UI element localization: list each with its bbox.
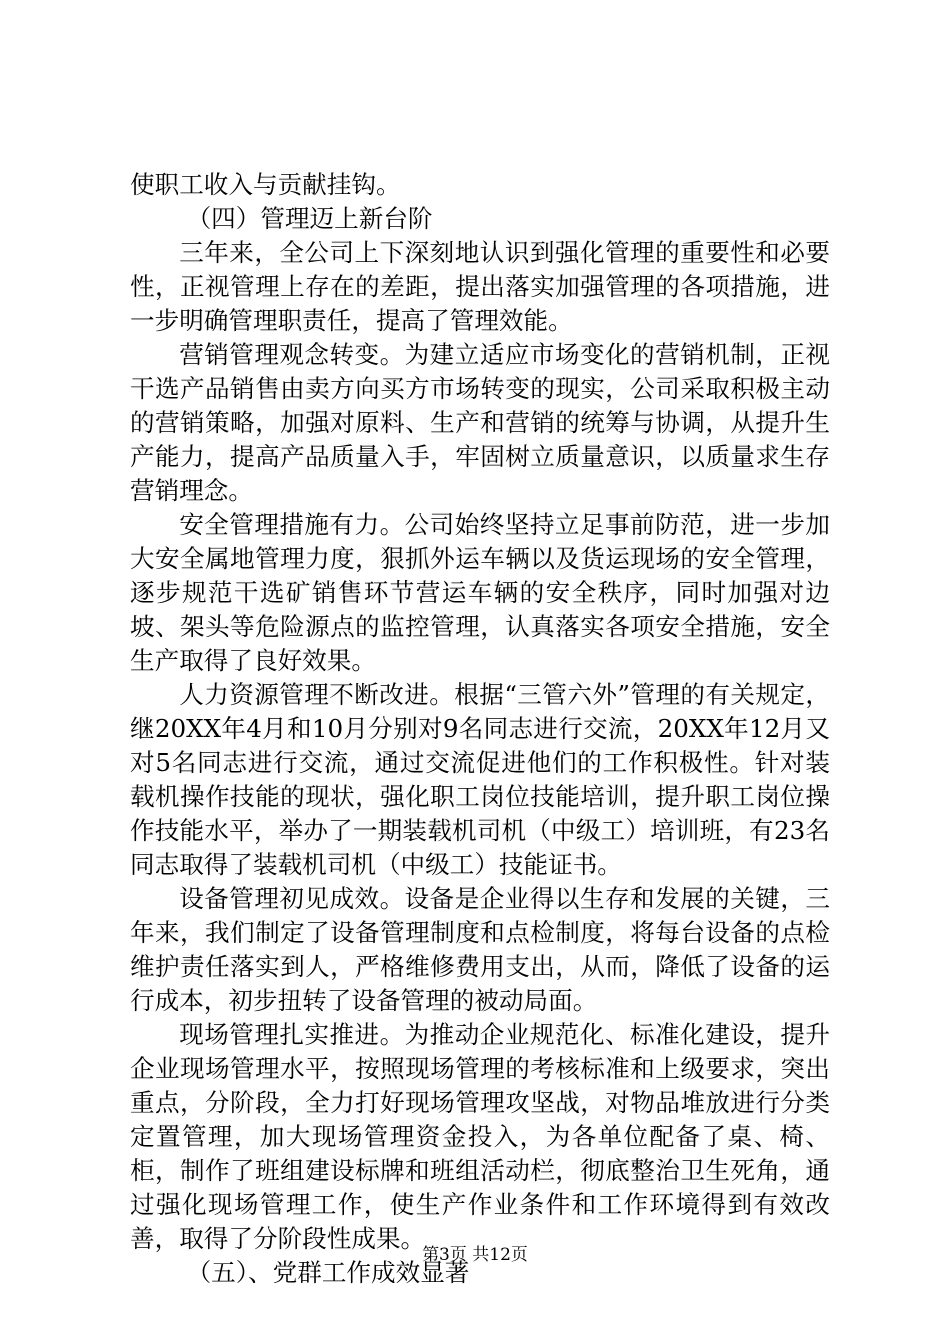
paragraph-continuation: 使职工收入与贡献挂钩。 (130, 170, 401, 199)
paragraph-marketing: 营销管理观念转变。为建立适应市场变化的营销机制，正视干选产品销售由卖方向买方市场转变的现实，公司采取积极主动的营销策略，加强对原料、生产和营销的统筹与协调，从提升生产能力，提高产品质量入手，牢固树立质量意识，以质量求生存营销理念。 (130, 340, 830, 505)
section-heading-5: （五）、党群工作成效显著 (186, 1258, 470, 1287)
paragraph-human-resources: 人力资源管理不断改进。根据“三管六外”管理的有关规定，继20XX年4月和10月分别对9名同志进行交流，20XX年12月又对5名同志进行交流，通过交流促进他们的工作积极性。针对装载机操作技能的现状，强化职工岗位技能培训，提升职工岗位操作技能水平，举办了一期装载机司机（中级工）培训班，有23名同志取得了装载机司机（中级工）技能证书。 (130, 680, 830, 879)
section-heading-4: （四）管理迈上新台阶 (186, 204, 433, 233)
paragraph-site-management: 现场管理扎实推进。为推动企业规范化、标准化建设，提升企业现场管理水平，按照现场管理的考核标准和上级要求，突出重点，分阶段，全力打好现场管理攻坚战，对物品堆放进行分类定置管理，加大现场管理资金投入，为各单位配备了桌、椅、柜，制作了班组建设标牌和班组活动栏，彻底整治卫生死角，通过强化现场管理工作，使生产作业条件和工作环境得到有效改善，取得了分阶段性成果。 (130, 1020, 830, 1253)
document-body (130, 168, 830, 1290)
paragraph-safety: 安全管理措施有力。公司始终坚持立足事前防范，进一步加大安全属地管理力度，狠抓外运车辆以及货运现场的安全管理，逐步规范干选矿销售环节营运车辆的安全秩序，同时加强对边坡、架头等危险源点的监控管理，认真落实各项安全措施，安全生产取得了良好效果。 (130, 510, 830, 675)
paragraph-equipment: 设备管理初见成效。设备是企业得以生存和发展的关键，三年来，我们制定了设备管理制度和点检制度，将每台设备的点检维护责任落实到人，严格维修费用支出，从而，降低了设备的运行成本，初步扭转了设备管理的被动局面。 (130, 884, 830, 1015)
paragraph-management-intro: 三年来，全公司上下深刻地认识到强化管理的重要性和必要性，正视管理上存在的差距，提出落实加强管理的各项措施，进一步明确管理职责任，提高了管理效能。 (130, 238, 830, 335)
page-number-footer: 第3页 共12页 (422, 1245, 528, 1265)
